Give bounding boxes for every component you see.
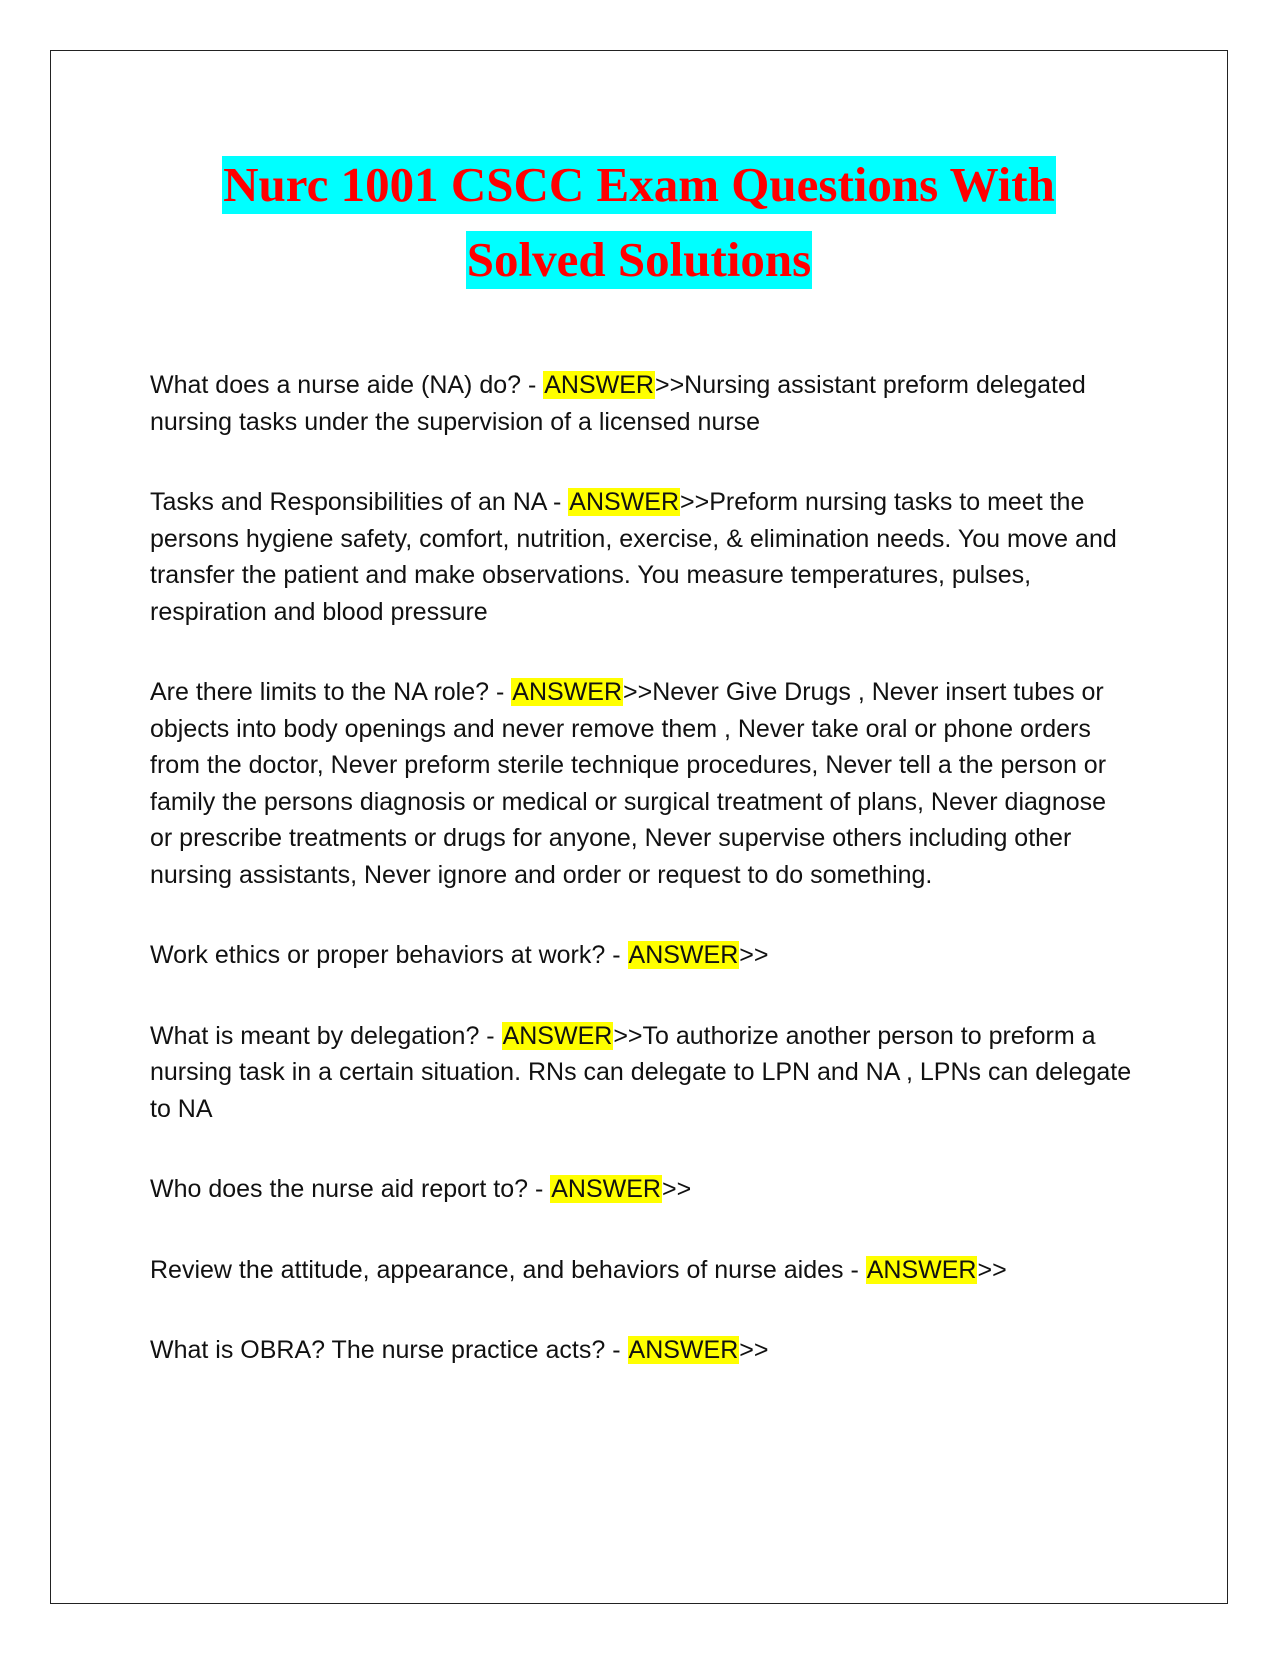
qa-item <box>150 937 1135 974</box>
answer-text: >> <box>739 1336 769 1364</box>
qa-item <box>150 1252 1135 1289</box>
answer-text: >>To authorize another person to preform a nursing task in a certain situation. RNs can delegate to LPN and NA , LPNs can delegate to NA <box>150 1021 1132 1123</box>
qa-item <box>150 1332 1135 1369</box>
qa-item <box>150 1171 1135 1208</box>
answer-text: >> <box>739 941 769 969</box>
answer-label: ANSWER <box>512 678 622 706</box>
question-text: Review the attitude, appearance, and behaviors of nurse aides - <box>150 1255 866 1284</box>
document-title <box>50 150 1228 300</box>
qa-item <box>150 674 1135 893</box>
answer-text: >> <box>661 1175 692 1203</box>
title-line-1: Nurc 1001 CSCC Exam Questions With <box>223 157 1055 212</box>
answer-text: >> <box>977 1255 1007 1284</box>
question-text: What does a nurse aide (NA) do? - <box>150 371 544 399</box>
question-text: What is meant by delegation? - <box>150 1021 502 1050</box>
qa-item <box>150 367 1135 440</box>
answer-label: ANSWER <box>866 1255 977 1284</box>
answer-label: ANSWER <box>551 1175 661 1203</box>
answer-label: ANSWER <box>569 488 679 516</box>
answer-label: ANSWER <box>628 1336 739 1364</box>
answer-label: ANSWER <box>628 941 739 969</box>
answer-text: >>Never Give Drugs , Never insert tubes or objects into body openings and never remove them , Never take oral or phone orders from the doctor, Never preform sterile technique procedures, Never tell a the person or family the persons diagnosis or medical or surgical treatment of plans, Never diagnose or prescribe treatments or drugs for anyone, Never supervise others including other nursing assistants, Never ignore and order or request to do something. <box>150 678 1107 889</box>
answer-label: ANSWER <box>544 371 654 399</box>
qa-list <box>150 367 1135 1413</box>
qa-item <box>150 1018 1135 1128</box>
question-text: Tasks and Responsibilities of an NA - <box>150 488 569 516</box>
question-text: Who does the nurse aid report to? - <box>150 1175 551 1203</box>
answer-label: ANSWER <box>502 1021 613 1050</box>
question-text: What is OBRA? The nurse practice acts? - <box>150 1336 628 1364</box>
question-text: Work ethics or proper behaviors at work? - <box>150 941 628 969</box>
qa-item <box>150 484 1135 630</box>
answer-text: >>Preform nursing tasks to meet the persons hygiene safety, comfort, nutrition, exercise, & elimination needs. You move and transfer the patient and make observations. You measure temperatures, pulses, respiration and blood pressure <box>150 488 1117 626</box>
answer-text: >>Nursing assistant preform delegated nursing tasks under the supervision of a licensed nurse <box>150 371 1086 436</box>
title-line-2: Solved Solutions <box>466 232 812 287</box>
question-text: Are there limits to the NA role? - <box>150 678 512 706</box>
